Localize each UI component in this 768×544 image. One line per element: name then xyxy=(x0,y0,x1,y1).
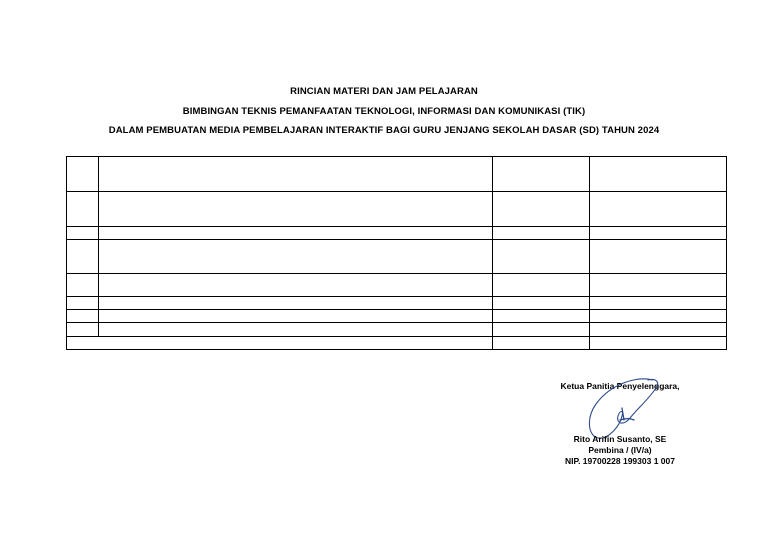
table-cell xyxy=(493,337,590,350)
table-cell xyxy=(67,192,99,227)
table-cell xyxy=(590,157,727,192)
table-cell xyxy=(493,274,590,297)
materials-table xyxy=(66,156,727,350)
table-cell xyxy=(67,157,99,192)
table-cell xyxy=(493,227,590,240)
table-cell xyxy=(493,157,590,192)
signatory-nip: NIP. 19700228 199303 1 007 xyxy=(565,456,675,466)
table-cell xyxy=(590,192,727,227)
table-cell xyxy=(493,192,590,227)
table-cell xyxy=(590,337,727,350)
table-cell xyxy=(590,323,727,337)
table-row xyxy=(67,274,727,297)
table-row xyxy=(67,323,727,337)
document-title: RINCIAN MATERI DAN JAM PELAJARAN xyxy=(290,86,478,97)
table-cell xyxy=(590,240,727,274)
table-cell xyxy=(99,310,493,323)
table-cell xyxy=(99,240,493,274)
document-subtitle-2: DALAM PEMBUATAN MEDIA PEMBELAJARAN INTERAKTIF BAGI GURU JENJANG SEKOLAH DASAR (SD) TAHUN 2024 xyxy=(108,125,660,136)
table-cell xyxy=(493,323,590,337)
table-row xyxy=(67,310,727,323)
table-cell xyxy=(99,192,493,227)
table-cell xyxy=(590,274,727,297)
table-cell xyxy=(99,297,493,310)
table-cell xyxy=(67,240,99,274)
table-cell xyxy=(99,227,493,240)
table-row xyxy=(67,192,727,227)
table-cell xyxy=(99,274,493,297)
table-cell xyxy=(67,227,99,240)
table-cell xyxy=(67,337,493,350)
table-cell xyxy=(590,227,727,240)
table-cell xyxy=(493,240,590,274)
table-cell xyxy=(99,157,493,192)
table-cell xyxy=(67,310,99,323)
table-cell xyxy=(493,310,590,323)
table-row xyxy=(67,240,727,274)
signatory-name: Rito Arifin Susanto, SE xyxy=(573,434,667,444)
table-row xyxy=(67,227,727,240)
table-cell xyxy=(67,297,99,310)
table-cell xyxy=(493,297,590,310)
table-cell xyxy=(67,323,99,337)
table-header-row xyxy=(67,157,727,192)
table-cell xyxy=(67,274,99,297)
table-row xyxy=(67,297,727,310)
document-subtitle: BIMBINGAN TEKNIS PEMANFAATAN TEKNOLOGI, INFORMASI DAN KOMUNIKASI (TIK) xyxy=(182,106,586,117)
signatory-position: Ketua Panitia Penyelenggara, xyxy=(560,381,680,391)
table-cell xyxy=(590,310,727,323)
table-cell xyxy=(590,297,727,310)
table-total-row xyxy=(67,337,727,350)
table-cell xyxy=(99,323,493,337)
signatory-rank: Pembina / (IV/a) xyxy=(588,445,652,455)
